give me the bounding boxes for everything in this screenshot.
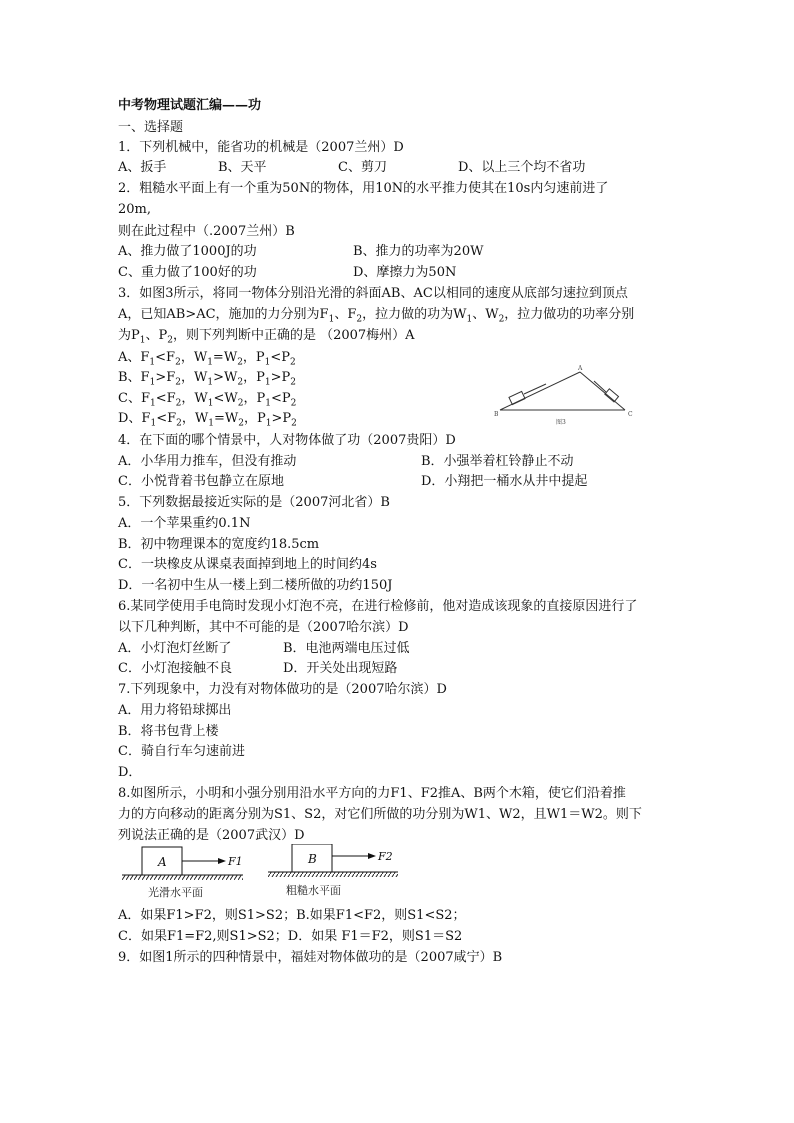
q3-fig-label-c: C [628,411,633,418]
q3-text: 、F [334,307,357,322]
q5-option-b: B．初中物理课本的宽度约18.5cm [118,537,320,552]
q6-option-c: C．小灯泡接触不良 [118,661,232,676]
q8-stem-line2: 力的方向移动的距离分别为S1、S2，对它们所做的功分别为W1、W2，且W1＝W2。则下 [118,807,642,822]
q3-text: 为P [118,328,140,343]
section-heading: 一、选择题 [118,120,184,135]
q8-box-b-label: B [308,852,317,866]
q1-option-b: B、天平 [218,160,267,175]
q8-force-f1-label: F1 [228,855,243,868]
q6-option-d: D．开关处出现短路 [283,661,398,676]
q3-text: ，则下列判断中正确的是 （2007梅州）A [172,328,415,343]
q5-stem: 5．下列数据最接近实际的是（2007河北省）B [118,495,390,510]
q7-option-c: C．骑自行车匀速前进 [118,744,245,759]
q1-option-d: D、以上三个均不省功 [458,160,586,175]
q6-option-a: A．小灯泡灯丝断了 [118,641,232,656]
q8-stem-line1: 8.如图所示，小明和小强分别用沿水平方向的力F1、F2推A、B两个木箱，使它们沿着推 [118,786,626,801]
q8-box-a-label: A [158,855,167,869]
q5-option-a: A．一个苹果重约0.1N [118,516,251,531]
q3-text: 、P [145,328,168,343]
q5-option-c: C．一块橡皮从课桌表面掉到地上的时间约4s [118,557,377,572]
q2-option-d: D、摩擦力为50N [353,265,457,280]
q3-option-b: B、$F_1>F_2$，$W_1>W_2$，$P_1>P_2$ [118,370,296,388]
q8-stem-line3: 列说法正确的是（2007武汉）D [118,828,305,843]
q2-option-a: A、推力做了1000J的功 [118,244,257,259]
q3-text: 、W [472,307,499,322]
q8-boxes-figure [118,844,418,902]
q4-option-b: B．小强举着杠铃静止不动 [421,454,574,469]
q7-stem: 7.下列现象中，力没有对物体做功的是（2007哈尔滨）D [118,682,447,697]
q1-option-a: A、扳手 [118,160,167,175]
q6-option-b: B．电池两端电压过低 [283,641,410,656]
document-title: 中考物理试题汇编——功 [118,98,262,113]
q9-stem: 9．如图1所示的四种情景中，福娃对物体做功的是（2007咸宁）B [118,950,503,965]
q4-option-a: A．小华用力推车，但没有推动 [118,454,297,469]
q3-incline-figure [490,364,640,434]
q4-stem: 4．在下面的哪个情景中，人对物体做了功（2007贵阳）D [118,433,456,448]
q2-stem-line3: 则在此过程中（.2007兰州）B [118,224,295,239]
q3-fig-caption: 图3 [556,419,566,426]
q3-option-d: D、$F_1<F_2$，$W_1=W_2$，$P_1>P_2$ [118,411,297,429]
q2-option-c: C、重力做了100好的功 [118,265,257,280]
q1-option-c: C、剪刀 [338,160,387,175]
q3-text: A，已知AB>AC，施加的力分别为F [118,307,329,322]
q3-stem-line1: 3．如图3所示，将同一物体分别沿光滑的斜面AB、AC以相同的速度从底部匀速拉到顶点 [118,286,628,301]
q7-option-a: A．用力将铅球掷出 [118,703,232,718]
q7-option-b: B．将书包背上楼 [118,724,219,739]
q8-rough-surface-caption: 粗糙水平面 [286,884,341,897]
q6-stem-line1: 6.某同学使用手电筒时发现小灯泡不亮，在进行检修前，他对造成该现象的直接原因进行了 [118,599,638,614]
q8-smooth-surface-caption: 光滑水平面 [148,886,203,899]
q8-force-f2-label: F2 [378,850,393,863]
q3-option-c: C、$F_1<F_2$，$W_1<W_2$，$P_1<P_2$ [118,391,297,409]
q3-text: ，拉力做的功为W [362,307,467,322]
q8-options-row2: C．如果F1=F2,则S1>S2；D．如果 F1＝F2，则S1＝S2 [118,929,463,944]
q7-option-d: D． [118,765,142,780]
q8-options-row1: A．如果F1>F2，则S1>S2；B.如果F1<F2，则S1<S2； [118,908,466,923]
q2-option-b: B、推力的功率为20W [353,244,484,259]
q4-option-d: D．小翔把一桶水从井中提起 [421,474,588,489]
q3-stem-line2: A，已知AB>AC，施加的力分别为$F_1$、$F_2$，拉力做的功为$W_1$、$W_2$，拉力做功的功率分别 [118,307,635,325]
q3-fig-label-a: A [578,365,583,372]
q2-stem-line1: 2．粗糙水平面上有一个重为50N的物体，用10N的水平推力使其在10s内匀速前进了 [118,181,609,196]
q4-option-c: C．小悦背着书包静立在原地 [118,474,284,489]
q3-option-a: A、$F_1<F_2$，$W_1=W_2$，$P_1<P_2$ [118,350,296,368]
q6-stem-line2: 以下几种判断，其中不可能的是（2007哈尔滨）D [118,620,409,635]
q3-stem-line3: 为$P_1$、$P_2$，则下列判断中正确的是 （2007梅州）A [118,328,415,346]
q3-fig-label-b: B [494,411,499,418]
q3-text: ，拉力做功的功率分别 [504,307,635,322]
q2-stem-line2: 20m, [118,202,152,217]
q1-stem: 1．下列机械中，能省功的机械是（2007兰州）D [118,140,404,155]
q5-option-d: D．一名初中生从一楼上到二楼所做的功约150J [118,578,393,593]
